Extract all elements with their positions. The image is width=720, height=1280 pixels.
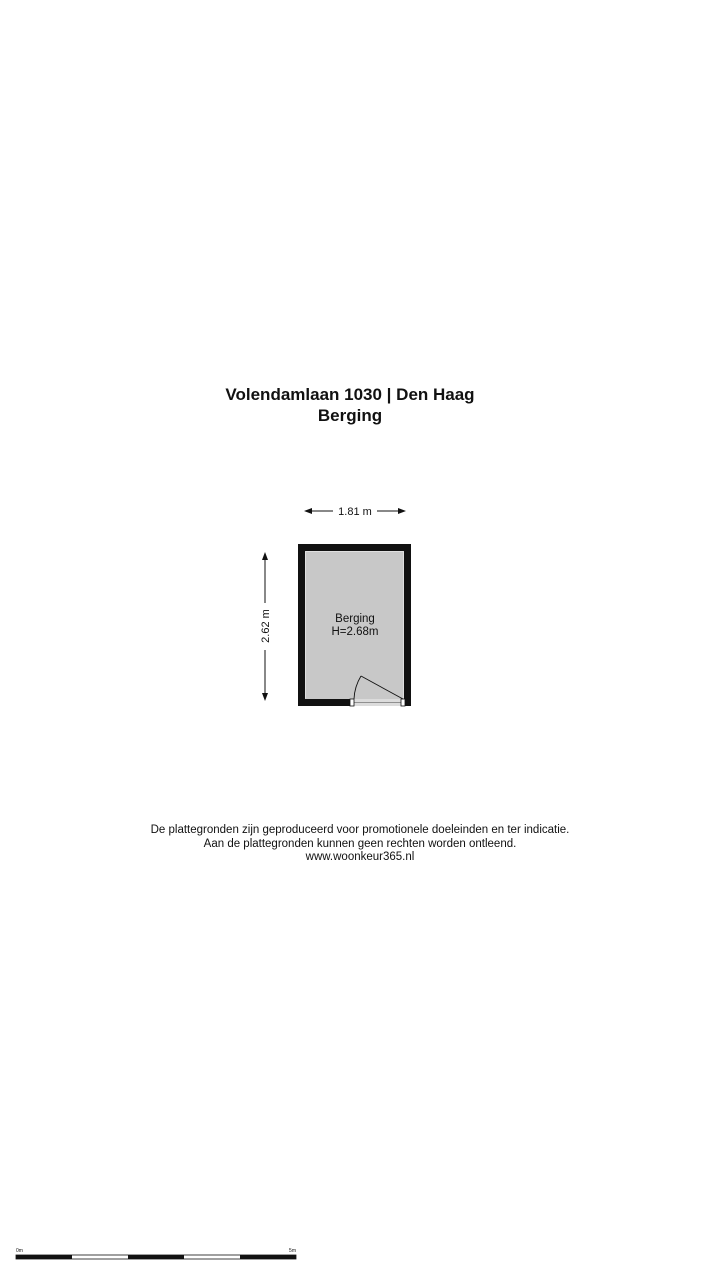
disclaimer [0,824,720,865]
depth-label: 2.62 m [260,609,272,643]
address-title: Volendamlaan 1030 | Den Haag [225,385,475,404]
arrow-up-icon [262,552,268,560]
disclaimer-line-2: Aan de plattegronden kunnen geen rechten worden ontleend. [203,837,517,850]
width-label: 1.81 m [338,506,372,518]
website-link: www.woonkeur365.nl [305,851,415,863]
scale-bar [16,1248,296,1259]
room-berging [298,544,411,706]
scale-end-label: 5m [289,1248,296,1254]
arrow-left-icon [304,508,312,514]
width-dimension [304,506,406,518]
room-name: Berging [335,613,375,625]
depth-dimension [260,552,272,701]
room-floor [305,551,404,699]
arrow-right-icon [398,508,406,514]
room-height: H=2.68m [331,626,379,638]
arrow-down-icon [262,693,268,701]
door-jamb-right [401,699,405,706]
floor-title: Berging [317,406,383,425]
disclaimer-line-1: De plattegronden zijn geproduceerd voor promotionele doeleinden en ter indicatie. [150,824,570,836]
door-jamb-left [350,699,354,706]
scale-start-label: 0m [16,1248,23,1254]
